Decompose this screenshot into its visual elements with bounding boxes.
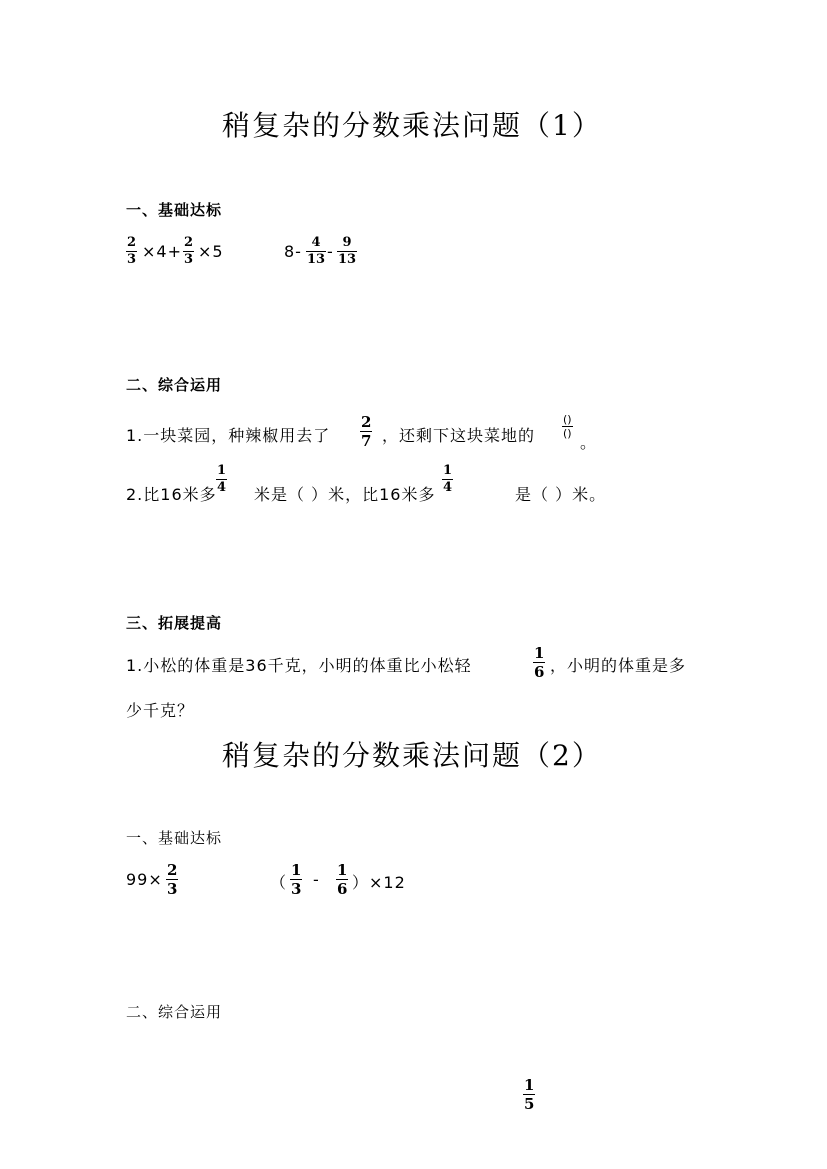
fraction: 1 5 <box>524 1076 535 1113</box>
page-title-2: 稍复杂的分数乘法问题（2） <box>222 739 602 772</box>
fraction: 1 3 <box>291 861 302 898</box>
question-text: 。 <box>580 433 598 452</box>
section-heading-basic-1: 一、基础达标 <box>126 201 223 219</box>
expression-text: - <box>313 870 320 889</box>
section-heading-extend-1: 三、拓展提高 <box>126 614 223 632</box>
fraction: 4 13 <box>307 235 326 267</box>
fraction: 2 3 <box>184 235 194 267</box>
fraction: 2 3 <box>127 235 137 267</box>
question-text: ，还剩下这块菜地的 <box>382 426 536 445</box>
question-text: 2.比16米多 <box>126 485 217 504</box>
question-text: ，小明的体重是多 <box>550 656 687 675</box>
expression-text: 8- <box>284 242 302 261</box>
page-title-1: 稍复杂的分数乘法问题（1） <box>222 109 602 142</box>
question-text: 米是（ ）米，比16米多 <box>254 485 436 504</box>
expression-text: ×5 <box>198 242 224 261</box>
fraction: 9 13 <box>338 235 357 267</box>
answer-blank-fraction[interactable]: () () <box>563 413 572 440</box>
expression-text: ×4+ <box>142 242 182 261</box>
question-text: 是（ ）米。 <box>515 485 607 504</box>
fraction: 1 6 <box>337 861 348 898</box>
expression-text: ）×12 <box>352 873 406 892</box>
fraction: 2 3 <box>167 861 178 898</box>
section-heading-apply-2: 二、综合运用 <box>126 1003 223 1021</box>
expression-text: - <box>327 242 334 261</box>
section-heading-apply-1: 二、综合运用 <box>126 376 223 394</box>
fraction: 2 7 <box>361 413 372 450</box>
section-heading-basic-2: 一、基础达标 <box>126 829 223 847</box>
fraction: 1 4 <box>443 463 453 495</box>
question-text: 1.小松的体重是36千克，小明的体重比小松轻 <box>126 656 472 675</box>
fraction: 1 6 <box>534 644 545 681</box>
fraction: 1 4 <box>217 463 227 495</box>
question-text: 少千克？ <box>126 701 195 720</box>
expression-text: 99× <box>126 870 163 889</box>
question-text: 1.一块菜园，种辣椒用去了 <box>126 426 331 445</box>
expression-text: （ <box>270 873 288 892</box>
